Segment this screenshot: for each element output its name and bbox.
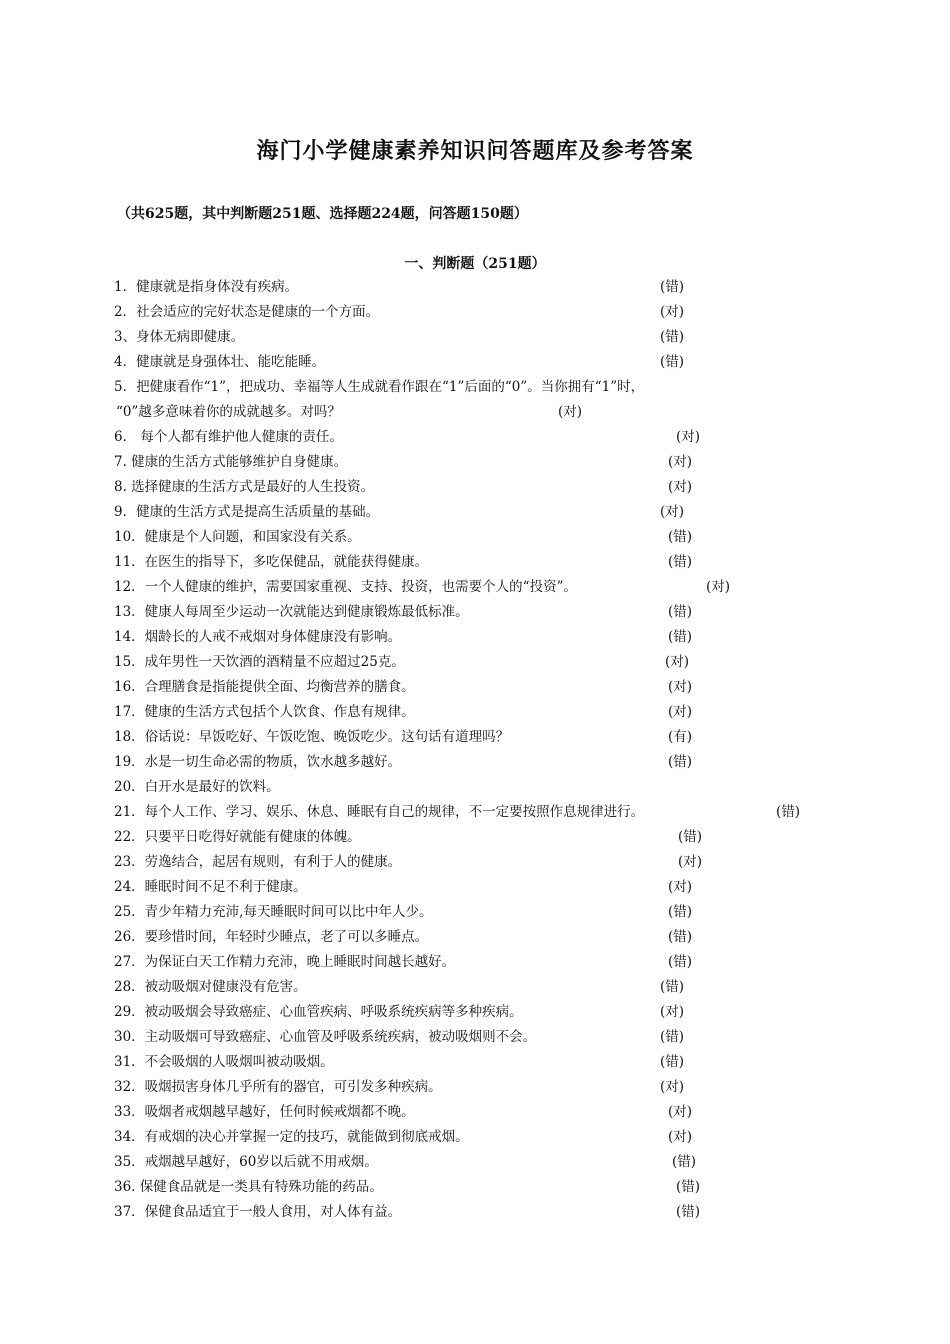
question-answer: (错): [660, 1054, 685, 1070]
question-text: 7. 健康的生活方式能够维护自身健康。: [114, 454, 348, 470]
question-text: 32．吸烟损害身体几乎所有的器官，可引发多种疾病。: [114, 1079, 442, 1095]
question-text: 6． 每个人都有维护他人健康的责任。: [114, 429, 343, 445]
question-text: 24．睡眠时间不足不利于健康。: [114, 879, 307, 895]
question-text-continued: “0”越多意味着你的成就越多。对吗？: [116, 404, 341, 420]
question-answer: (错): [668, 929, 693, 945]
question-text: 15．成年男性一天饮酒的酒精量不应超过25克。: [114, 654, 405, 670]
question-text: 33．吸烟者戒烟越早越好，任何时候戒烟都不晚。: [114, 1104, 415, 1120]
question-text: 5．把健康看作“1”，把成功、幸福等人生成就看作跟在“1”后面的“0”。当你拥有“1”时，: [114, 379, 645, 395]
question-answer: (对): [665, 654, 690, 670]
question-text: 17．健康的生活方式包括个人饮食、作息有规律。: [114, 704, 415, 720]
question-answer: (对): [706, 579, 731, 595]
question-answer: (错): [776, 804, 801, 820]
question-answer: (错): [668, 754, 693, 770]
question-text: 37．保健食品适宜于一般人食用，对人体有益。: [114, 1204, 402, 1220]
question-answer: (对): [660, 504, 685, 520]
question-answer: (错): [668, 954, 693, 970]
question-text: 31．不会吸烟的人吸烟叫被动吸烟。: [114, 1054, 334, 1070]
question-answer: (对): [668, 704, 693, 720]
question-text: 20．白开水是最好的饮料。: [114, 779, 280, 795]
question-answer: (对): [668, 454, 693, 470]
question-text: 9．健康的生活方式是提高生活质量的基础。: [114, 504, 380, 520]
question-answer: (错): [668, 629, 693, 645]
question-answer: (错): [668, 554, 693, 570]
question-text: 14．烟龄长的人戒不戒烟对身体健康没有影响。: [114, 629, 402, 645]
question-text: 25．青少年精力充沛,每天睡眠时间可以比中年人少。: [114, 904, 433, 920]
question-answer: (对): [660, 1004, 685, 1020]
question-text: 26．要珍惜时间，年轻时少睡点，老了可以多睡点。: [114, 929, 429, 945]
question-text: 22．只要平日吃得好就能有健康的体魄。: [114, 829, 361, 845]
question-answer: (错): [676, 1204, 701, 1220]
question-text: 8. 选择健康的生活方式是最好的人生投资。: [114, 479, 375, 495]
question-answer: (对): [668, 679, 693, 695]
question-text: 18．俗话说：早饭吃好、午饭吃饱、晚饭吃少。这句话有道理吗？: [114, 729, 510, 745]
question-answer: (对): [668, 1129, 693, 1145]
question-text: 35．戒烟越早越好，60岁以后就不用戒烟。: [114, 1154, 378, 1170]
question-text: 12．一个人健康的维护，需要国家重视、支持、投资，也需要个人的“投资”。: [114, 579, 577, 595]
question-text: 4．健康就是身强体壮、能吃能睡。: [114, 354, 326, 370]
question-answer: (错): [660, 979, 685, 995]
question-text: 19．水是一切生命必需的物质，饮水越多越好。: [114, 754, 402, 770]
question-text: 28．被动吸烟对健康没有危害。: [114, 979, 307, 995]
question-text: 11．在医生的指导下，多吃保健品，就能获得健康。: [114, 554, 429, 570]
question-answer: (对): [678, 854, 703, 870]
question-text: 16．合理膳食是指能提供全面、均衡营养的膳食。: [114, 679, 415, 695]
question-text: 2．社会适应的完好状态是健康的一个方面。: [114, 304, 380, 320]
question-answer: (对): [668, 879, 693, 895]
question-answer: (错): [668, 904, 693, 920]
question-answer: (有): [668, 729, 693, 745]
question-answer: (错): [660, 354, 685, 370]
question-answer: (错): [672, 1154, 697, 1170]
question-answer: (错): [668, 604, 693, 620]
question-text: 21．每个人工作、学习、娱乐、休息、睡眠有自己的规律，不一定要按照作息规律进行。: [114, 804, 645, 820]
question-text: 36. 保健食品就是一类具有特殊功能的药品。: [114, 1179, 383, 1195]
question-answer: (错): [660, 1029, 685, 1045]
question-text: 1．健康就是指身体没有疾病。: [114, 279, 299, 295]
question-text: 3、身体无病即健康。: [114, 329, 245, 345]
section-title-true-false: 一、判断题（251题）: [404, 256, 546, 272]
question-answer: (对): [660, 304, 685, 320]
document-title: 海门小学健康素养知识问答题库及参考答案: [256, 138, 694, 164]
question-count-summary: （共625题，其中判断题251题、选择题224题，问答题150题）: [117, 206, 528, 222]
question-answer: (错): [660, 329, 685, 345]
question-answer: (错): [668, 529, 693, 545]
question-text: 34．有戒烟的决心并掌握一定的技巧，就能做到彻底戒烟。: [114, 1129, 469, 1145]
question-answer: (对): [558, 404, 583, 420]
question-text: 30．主动吸烟可导致癌症、心血管及呼吸系统疾病，被动吸烟则不会。: [114, 1029, 537, 1045]
question-answer: (错): [660, 279, 685, 295]
question-answer: (对): [676, 429, 701, 445]
question-text: 13．健康人每周至少运动一次就能达到健康锻炼最低标准。: [114, 604, 469, 620]
question-text: 10．健康是个人问题，和国家没有关系。: [114, 529, 361, 545]
question-answer: (错): [678, 829, 703, 845]
question-answer: (对): [668, 1104, 693, 1120]
question-text: 29．被动吸烟会导致癌症、心血管疾病、呼吸系统疾病等多种疾病。: [114, 1004, 523, 1020]
question-text: 27．为保证白天工作精力充沛，晚上睡眠时间越长越好。: [114, 954, 456, 970]
question-text: 23．劳逸结合，起居有规则，有利于人的健康。: [114, 854, 402, 870]
question-answer: (错): [676, 1179, 701, 1195]
question-answer: (对): [668, 479, 693, 495]
question-answer: (对): [660, 1079, 685, 1095]
